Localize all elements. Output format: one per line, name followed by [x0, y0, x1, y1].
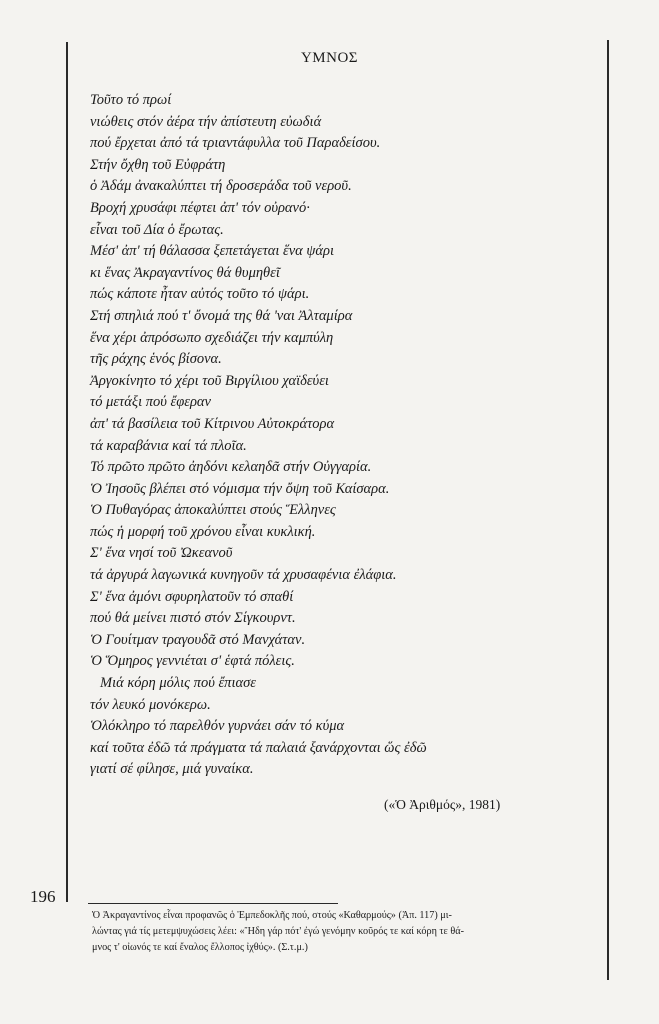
poem-line: πώς κάποτε ἦταν αὐτός τοῦτο τό ψάρι.: [90, 286, 310, 303]
poem-line: τά ἀργυρά λαγωνικά κυνηγοῦν τά χρυσαφένια ἐλάφια.: [90, 567, 397, 584]
poem-line: Μιά κόρη μόλις πού ἔπιασε: [100, 675, 256, 692]
poem-line: τό μετάξι πού ἔφεραν: [90, 394, 211, 411]
poem: [90, 90, 600, 781]
poem-line: Ἀργοκίνητο τό χέρι τοῦ Βιργίλιου χαϊδεύει: [90, 372, 329, 389]
poem-line: Σ' ἕνα ἀμόνι σφυρηλατοῦν τό σπαθί: [90, 588, 294, 605]
poem-line: γιατί σέ φίλησε, μιά γυναίκα.: [90, 761, 254, 778]
poem-line: Ὁλόκληρο τό παρελθόν γυρνάει σάν τό κύμα: [90, 718, 345, 735]
poem-line: τῆς ράχης ἑνός βίσονα.: [90, 351, 222, 368]
poem-line: ὁ Ἀδάμ ἀνακαλύπτει τή δροσεράδα τοῦ νεροῦ.: [90, 178, 352, 195]
page-title: ΥΜΝΟΣ: [300, 50, 359, 66]
poem-line: εἶναι τοῦ Δία ὁ ἔρωτας.: [90, 221, 224, 238]
poem-line: ἀπ' τά βασίλεια τοῦ Κίτρινου Αὐτοκράτορα: [90, 415, 335, 432]
poem-line: Βροχή χρυσάφι πέφτει ἀπ' τόν οὐρανό·: [90, 199, 310, 216]
poem-line: Τοῦτο τό πρωί: [90, 92, 172, 108]
poem-line: τόν λευκό μονόκερω.: [90, 696, 211, 713]
poem-line: Ὁ Γουίτμαν τραγουδᾶ στό Μανχάταν.: [90, 631, 306, 648]
poem-line: πώς ἡ μορφή τοῦ χρόνου εἶναι κυκλική.: [90, 523, 316, 540]
poem-line: Στήν ὄχθη τοῦ Εὐφράτη: [90, 156, 226, 173]
footnote-line: λώντας γιά τίς μετεμψυχώσεις λέει: «Ἤδη γάρ πότ' ἐγώ γενόμην κοῦρός τε καί κόρη τε θά-: [92, 926, 464, 937]
poem-line: πού ἔρχεται ἀπό τά τριαντάφυλλα τοῦ Παραδείσου.: [90, 135, 381, 152]
poem-line: Ὁ Ἰησοῦς βλέπει στό νόμισμα τήν ὄψη τοῦ Καίσαρα.: [90, 480, 390, 497]
right-margin-rule: [607, 40, 609, 980]
footnote-divider: [88, 903, 338, 904]
poem-line: πού θά μείνει πιστό στόν Σίγκουρντ.: [90, 610, 296, 627]
footnote: [92, 908, 606, 956]
poem-line: Ὁ Πυθαγόρας ἀποκαλύπτει στούς Ἕλληνες: [90, 502, 336, 519]
poem-line: Μέσ' ἀπ' τή θάλασσα ξεπετάγεται ἕνα ψάρι: [90, 243, 335, 260]
poem-line: ἕνα χέρι ἀπρόσωπο σχεδιάζει τήν καμπύλη: [90, 329, 334, 346]
poem-line: Στή σπηλιά πού τ' ὄνομά της θά 'ναι Ἀλταμίρα: [90, 307, 353, 324]
poem-line: καί τοῦτα ἐδῶ τά πράγματα τά παλαιά ξανάρχονται ὥς ἐδῶ: [90, 739, 427, 756]
footnote-line: Ὁ Ἀκραγαντίνος εἶναι προφανῶς ὁ Ἐμπεδοκλῆς πού, στούς «Καθαρμούς» (Ἀπ. 117) μι-: [92, 910, 452, 921]
poem-line: Ὁ Ὅμηρος γεννιέται σ' ἑφτά πόλεις.: [90, 653, 295, 670]
page-number: 196: [30, 887, 56, 906]
poem-line: κι ἕνας Ἀκραγαντίνος θά θυμηθεῖ: [90, 264, 280, 281]
poem-source: («Ὁ Ἀριθμός», 1981): [384, 797, 501, 812]
poem-line: νιώθεις στόν ἀέρα τήν ἀπίστευτη εὐωδιά: [90, 113, 322, 130]
footnote-line: μνος τ' οἰωνός τε καί ἔναλος ἔλλοπος ἰχθύς». (Σ.τ.μ.): [92, 942, 308, 953]
left-margin-rule: [66, 42, 68, 902]
poem-line: τά καραβάνια καί τά πλοῖα.: [90, 437, 247, 454]
poem-line: Τό πρῶτο πρῶτο ἀηδόνι κελαηδᾶ στήν Οὐγγαρία.: [90, 459, 372, 476]
poem-line: Σ' ἕνα νησί τοῦ Ὠκεανοῦ: [90, 545, 233, 562]
